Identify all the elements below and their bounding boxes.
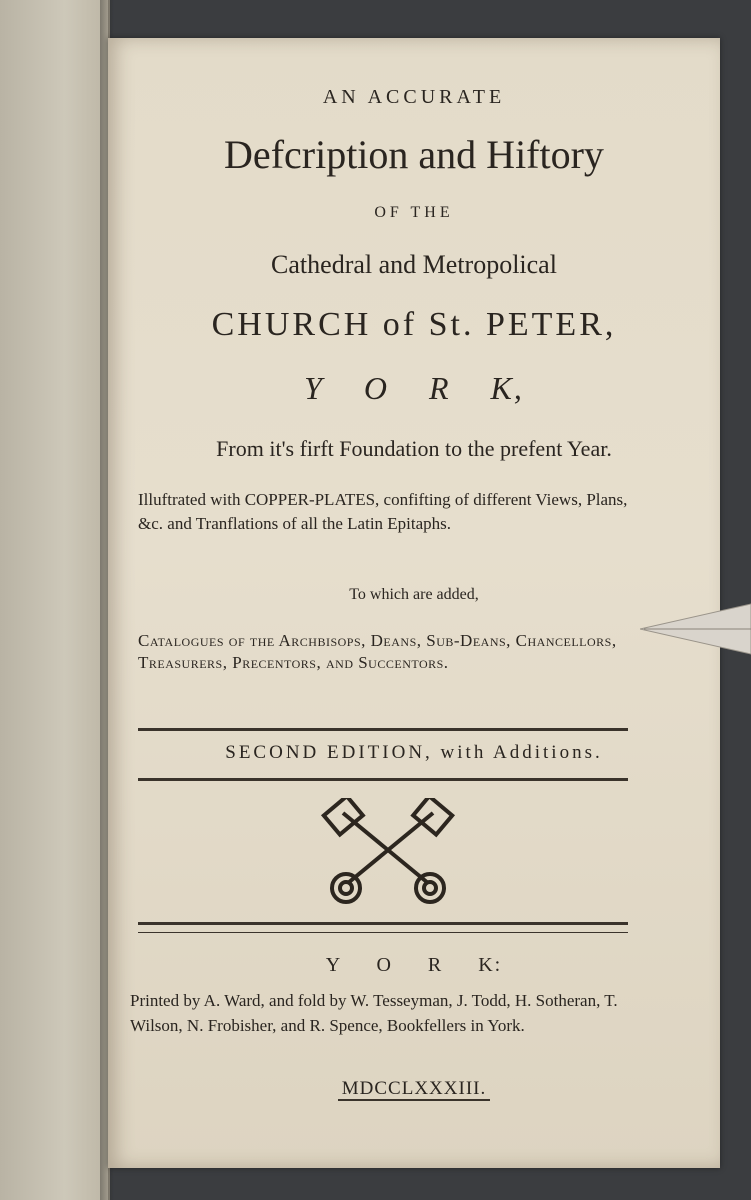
illustrated-text: Illuftrated with COPPER-PLATES, confifting of different Views, Plans, &c. and Tranflations of all the Latin Epitaphs.: [138, 490, 628, 533]
date-value: MDCCLXXXIII.: [338, 1078, 490, 1101]
rule-below-edition: [138, 778, 628, 781]
catalogues-text: Catalogues of the Archbisops, Deans, Sub-Deans, Chancellors, Treasurers, Precentors, and Succentors.: [138, 631, 617, 672]
rule-above-place-thin: [138, 932, 628, 933]
title-line-cathedral: Cathedral and Metropolical: [271, 250, 557, 279]
rule-top: [138, 728, 628, 731]
added-text: To which are added,: [349, 586, 479, 603]
title-line-intro: AN ACCURATE: [322, 86, 506, 108]
date-text: [108, 1078, 720, 1100]
edition-text: SECOND EDITION, with Additions.: [225, 742, 603, 763]
crossed-keys-emblem: [318, 798, 458, 908]
printer-text: Printed by A. Ward, and fold by W. Tesseyman, J. Todd, H. Sotheran, T. Wilson, N. Frobisher, and R. Spence, Bookfellers in York.: [130, 991, 618, 1035]
title-line-main: Defcription and Hiftory: [224, 132, 604, 177]
title-line-church: CHURCH of St. PETER,: [211, 306, 617, 343]
title-line-york: Y O R K,: [304, 370, 524, 406]
rule-above-place: [138, 922, 628, 925]
title-line-of-the: OF THE: [374, 204, 454, 221]
facing-page: [0, 0, 110, 1200]
title-page: [108, 38, 720, 1168]
page-pointer: [640, 602, 751, 656]
place-text: Y O R K:: [325, 954, 503, 976]
title-line-foundation: From it's firft Foundation to the prefent Year.: [216, 436, 612, 461]
